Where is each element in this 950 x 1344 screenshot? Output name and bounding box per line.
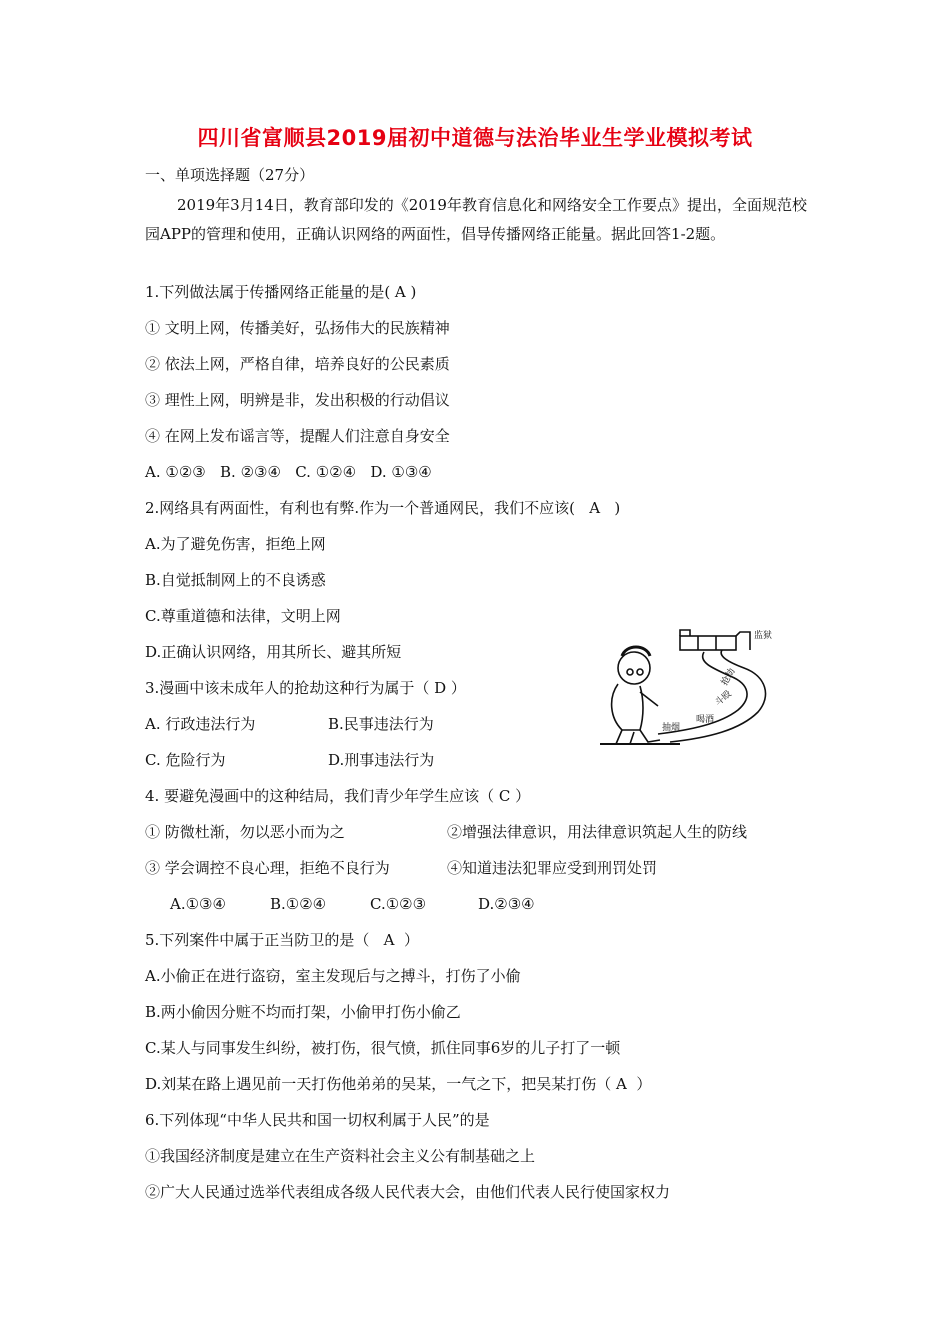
question-2-stem: 2.网络具有两面性，有利也有弊.作为一个普通网民，我们不应该( A ) xyxy=(145,499,621,517)
q4-option-c: C.①②③ xyxy=(370,895,427,913)
q1-item-2: ② 依法上网，严格自律，培养良好的公民素质 xyxy=(145,355,450,373)
page-title: 四川省富顺县2019届初中道德与法治毕业生学业模拟考试 xyxy=(197,126,753,150)
cartoon-label-rob: 抢劫 xyxy=(719,666,738,688)
q4-item-3: ③ 学会调控不良心理，拒绝不良行为 xyxy=(145,859,390,877)
question-6-stem: 6.下列体现“中华人民共和国一切权利属于人民”的是 xyxy=(145,1111,490,1129)
q4-item-4: ④知道违法犯罪应受到刑罚处罚 xyxy=(447,859,658,877)
q5-option-b: B.两小偷因分赃不均而打架，小偷甲打伤小偷乙 xyxy=(145,1003,461,1021)
q3-option-c: C. 危险行为 xyxy=(145,751,226,769)
q1-item-4: ④ 在网上发布谣言等，提醒人们注意自身安全 xyxy=(145,427,450,445)
intro-paragraph: 2019年3月14日，教育部印发的《2019年教育信息化和网络安全工作要点》提出，全面规范校园APP的管理和使用，正确认识网络的两面性，倡导传播网络正能量。据此回答1-2题。 xyxy=(145,196,807,243)
q2-option-b: B.自觉抵制网上的不良诱惑 xyxy=(145,571,326,589)
q4-option-b: B.①②④ xyxy=(270,895,327,913)
question-1-stem: 1.下列做法属于传播网络正能量的是( A ) xyxy=(145,283,417,301)
q5-option-a: A.小偷正在进行盗窃，室主发现后与之搏斗，打伤了小偷 xyxy=(145,967,521,985)
q3-option-b: B.民事违法行为 xyxy=(328,715,434,733)
section-heading: 一、单项选择题（27分） xyxy=(145,166,315,184)
q1-item-1: ① 文明上网，传播美好，弘扬伟大的民族精神 xyxy=(145,319,450,337)
q5-option-c: C.某人与同事发生纠纷，被打伤，很气愤，抓住同事6岁的儿子打了一顿 xyxy=(145,1039,621,1057)
prison-building xyxy=(680,636,736,650)
q5-option-d: D.刘某在路上遇见前一天打伤他弟弟的吴某，一气之下，把吴某打伤（ A ） xyxy=(145,1075,652,1093)
q2-option-c: C.尊重道德和法律，文明上网 xyxy=(145,607,341,625)
q2-option-d: D.正确认识网络，用其所长、避其所短 xyxy=(145,643,402,661)
q4-item-2: ②增强法律意识，用法律意识筑起人生的防线 xyxy=(447,823,748,841)
q3-option-d: D.刑事违法行为 xyxy=(328,751,435,769)
q6-item-1: ①我国经济制度是建立在生产资料社会主义公有制基础之上 xyxy=(145,1147,536,1165)
q4-option-d: D.②③④ xyxy=(478,895,535,913)
q1-item-3: ③ 理性上网，明辨是非，发出积极的行动倡议 xyxy=(145,391,450,409)
q1-options: A. ①②③ B. ②③④ C. ①②④ D. ①③④ xyxy=(145,463,432,481)
cartoon-label-prison: 监狱 xyxy=(754,631,773,641)
question-4-stem: 4. 要避免漫画中的这种结局，我们青少年学生应该（ C ） xyxy=(145,787,531,805)
cartoon-label-fight: 斗殴 xyxy=(713,689,734,709)
person-head xyxy=(618,652,650,684)
question-3-stem: 3.漫画中该未成年人的抢劫这种行为属于（ D ） xyxy=(145,679,466,697)
q4-item-1: ① 防微杜渐，勿以恶小而为之 xyxy=(145,823,345,841)
q4-option-a: A.①③④ xyxy=(170,895,226,913)
q3-option-a: A. 行政违法行为 xyxy=(145,715,256,733)
cartoon-label-drink: 喝酒 xyxy=(696,715,715,725)
q6-item-2: ②广大人民通过选举代表组成各级人民代表大会，由他们代表人民行使国家权力 xyxy=(145,1183,671,1201)
q2-option-a: A.为了避免伤害，拒绝上网 xyxy=(145,535,326,553)
cartoon-label-smoke: 抽烟 xyxy=(662,723,681,733)
cartoon-illustration xyxy=(600,626,782,748)
question-5-stem: 5.下列案件中属于正当防卫的是（ A ） xyxy=(145,931,419,949)
